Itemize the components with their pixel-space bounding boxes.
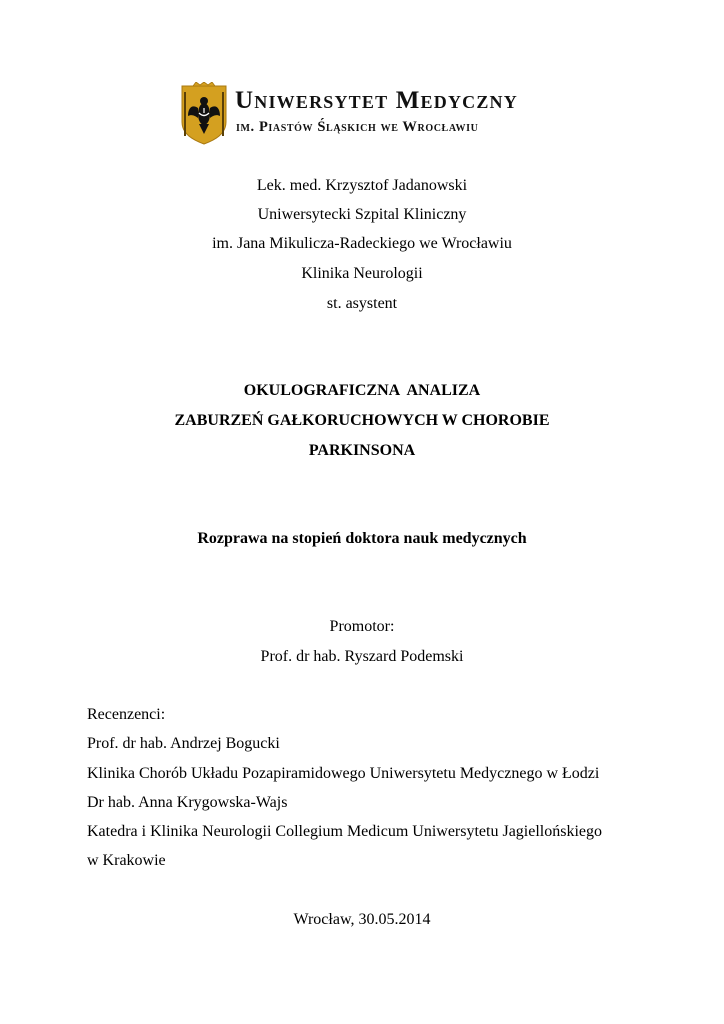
thesis-title-line-1: OKULOGRAFICZNA ANALIZA (243, 382, 481, 399)
thesis-title-line-2: ZABURZEŃ GAŁKORUCHOWYCH W CHOROBIE (174, 412, 550, 429)
reviewer-2-affiliation-line-1: Katedra i Klinika Neurologii Collegium Medicum Uniwersytetu Jagiellońskiego (87, 823, 603, 840)
reviewer-2-name: Dr hab. Anna Krygowska-Wajs (87, 794, 288, 811)
place-and-date: Wrocław, 30.05.2014 (293, 911, 431, 928)
eagle-crest-icon (179, 82, 229, 146)
promotor-name: Prof. dr hab. Ryszard Podemski (260, 648, 464, 665)
author-name: Lek. med. Krzysztof Jadanowski (256, 177, 468, 194)
dissertation-type: Rozprawa na stopień doktora nauk medycznych (197, 530, 527, 547)
reviewer-1-name: Prof. dr hab. Andrzej Bogucki (87, 735, 280, 752)
university-logo (179, 82, 549, 146)
promotor-label: Promotor: (329, 618, 395, 635)
university-subtitle: im. Piastów Śląskich we Wrocławiu (236, 119, 479, 135)
reviewers-label: Recenzenci: (87, 706, 166, 723)
university-name: Uniwersytet Medyczny (235, 87, 518, 114)
author-department: Klinika Neurologii (301, 265, 423, 282)
author-position: st. asystent (326, 295, 398, 312)
author-hospital-patron: im. Jana Mikulicza-Radeckiego we Wrocławiu (212, 235, 512, 252)
author-hospital: Uniwersytecki Szpital Kliniczny (257, 206, 467, 223)
reviewer-1-affiliation: Klinika Chorób Układu Pozapiramidowego Uniwersytetu Medycznego w Łodzi (87, 765, 600, 782)
reviewer-2-affiliation-line-2: w Krakowie (87, 852, 166, 869)
thesis-title-line-3: PARKINSONA (308, 442, 416, 459)
